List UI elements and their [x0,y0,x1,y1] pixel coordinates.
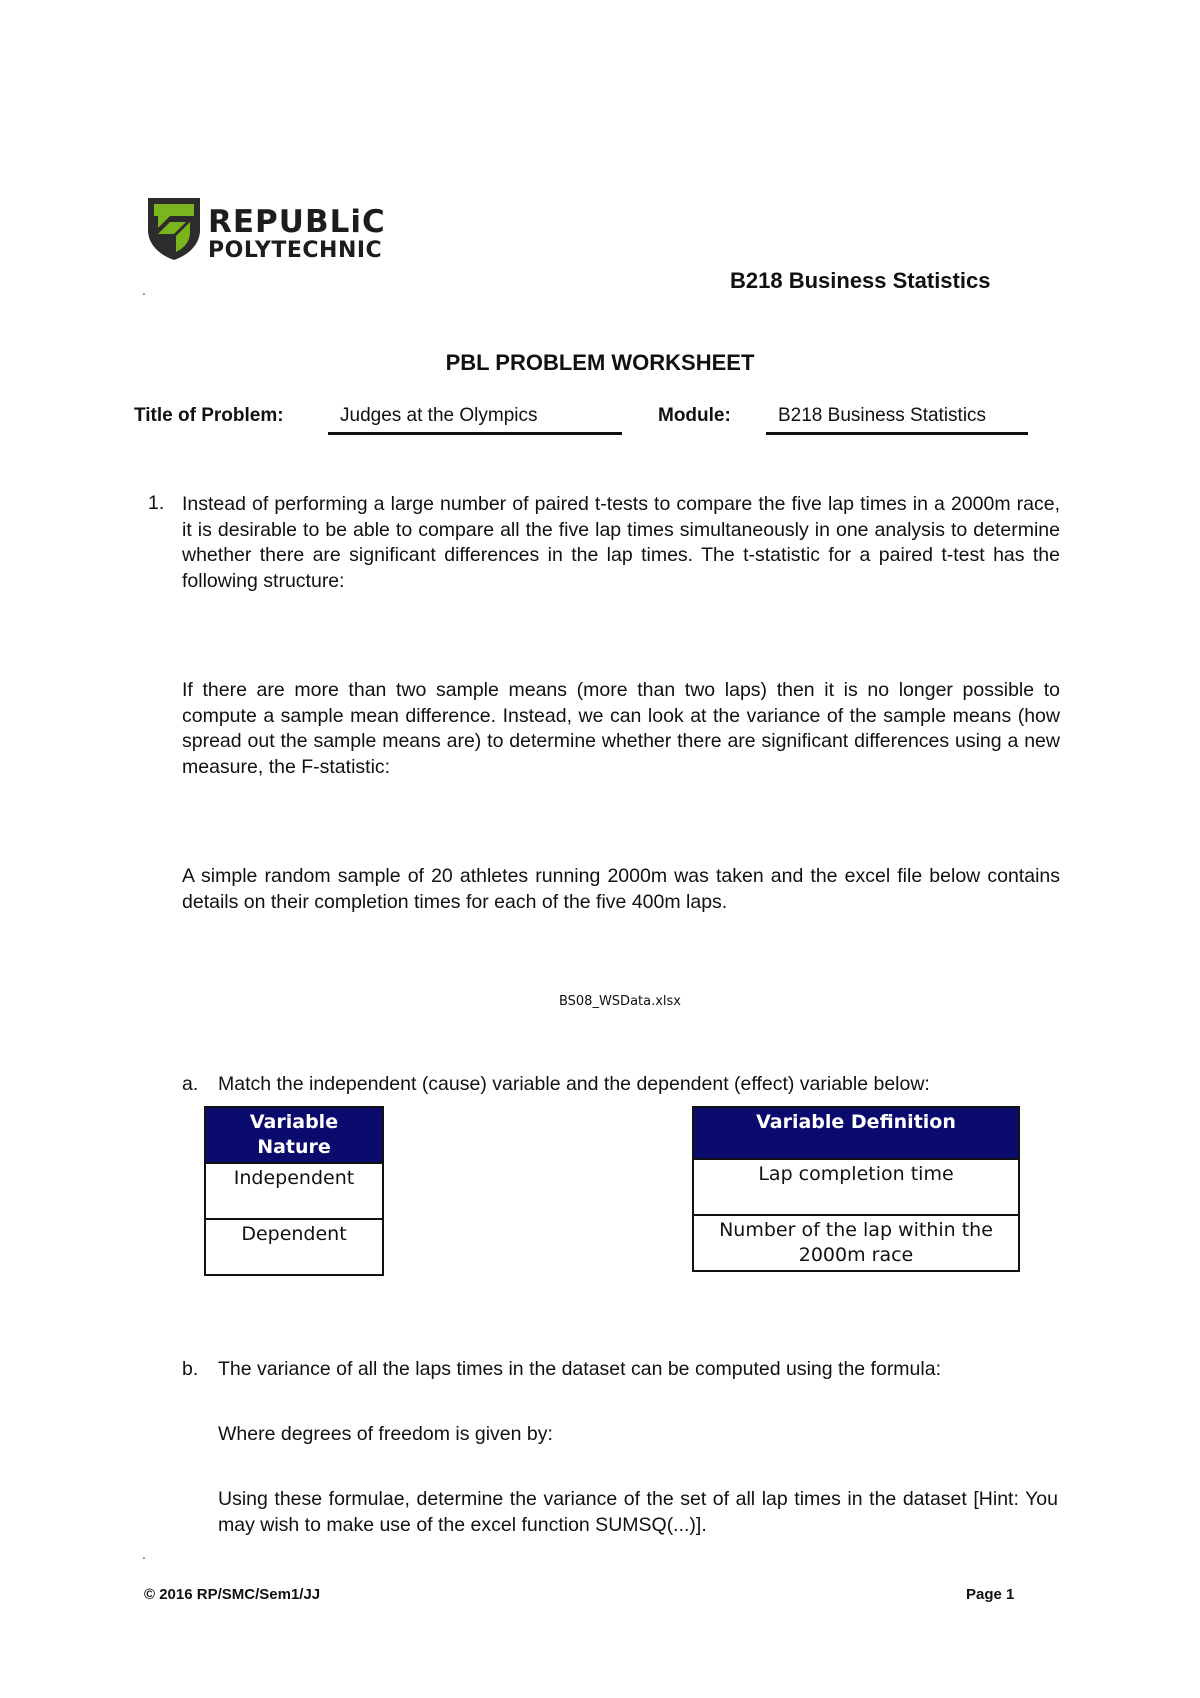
footer-copyright: © 2016 RP/SMC/Sem1/JJ [144,1586,321,1603]
part-b-letter: b. [182,1358,199,1380]
part-b-text-1: The variance of all the laps times in the dataset can be computed using the formula: [218,1358,941,1380]
part-b-text-3: Using these formulae, determine the variance of the set of all lap times in the dataset [Hint: You may wish to make use of the excel function SUMSQ(...)]. [218,1488,1058,1536]
question-1-paragraph-2: If there are more than two sample means (more than two laps) then it is no longer possible to compute a sample mean difference. Instead, we can look at the variance of the sample means (how spread out the sample means are) to determine whether there are significant differences using a new measure, the F-statistic: [182,679,1060,778]
module-value: B218 Business Statistics [778,405,987,426]
shield-logo-icon [146,196,202,262]
worksheet-title: PBL PROBLEM WORKSHEET [445,350,755,375]
title-of-problem-value: Judges at the Olympics [340,405,538,426]
dot-mark: . [142,1546,146,1562]
part-a-letter: a. [182,1073,199,1095]
excel-attachment[interactable] [542,940,698,1040]
footer-page-number: Page 1 [966,1586,1015,1603]
variable-nature-cell: Dependent [205,1219,383,1275]
logo-line-2: POLYTECHNIC [208,238,383,263]
logo-wordmark [208,206,386,263]
dot-mark: . [142,282,146,298]
variable-nature-header: Variable Nature [205,1107,383,1163]
logo-line-1: REPUBLiC [208,204,386,240]
course-title: B218 Business Statistics [730,268,991,293]
republic-polytechnic-logo [146,196,386,268]
question-1-paragraph-3: A simple random sample of 20 athletes running 2000m was taken and the excel file below contains details on their completion times for each of the five 400m laps. [182,865,1060,913]
variable-definition-cell: Number of the lap within the 2000m race [693,1215,1019,1271]
attachment-filename: BS08_WSData.xlsx [558,994,682,1009]
question-number: 1. [148,492,165,514]
variable-definition-header: Variable Definition [693,1107,1019,1159]
variable-nature-table [204,1106,384,1276]
module-underline [766,432,1028,435]
variable-nature-cell: Independent [205,1163,383,1219]
module-label: Module: [658,405,731,426]
part-a-text: Match the independent (cause) variable and the dependent (effect) variable below: [218,1073,930,1095]
title-underline [328,432,622,435]
question-1-paragraph-1: Instead of performing a large number of paired t-tests to compare the five lap times in a 2000m race, it is desirable to be able to compare all the five lap times simultaneously in one analysis to determine whether there are significant differences in the lap times. The t-statistic for a paired t-test has the following structure: [182,493,1060,592]
variable-definition-cell: Lap completion time [693,1159,1019,1215]
variable-definition-table [692,1106,1020,1272]
part-b-text-2: Where degrees of freedom is given by: [218,1423,553,1445]
title-of-problem-label: Title of Problem: [134,405,284,426]
